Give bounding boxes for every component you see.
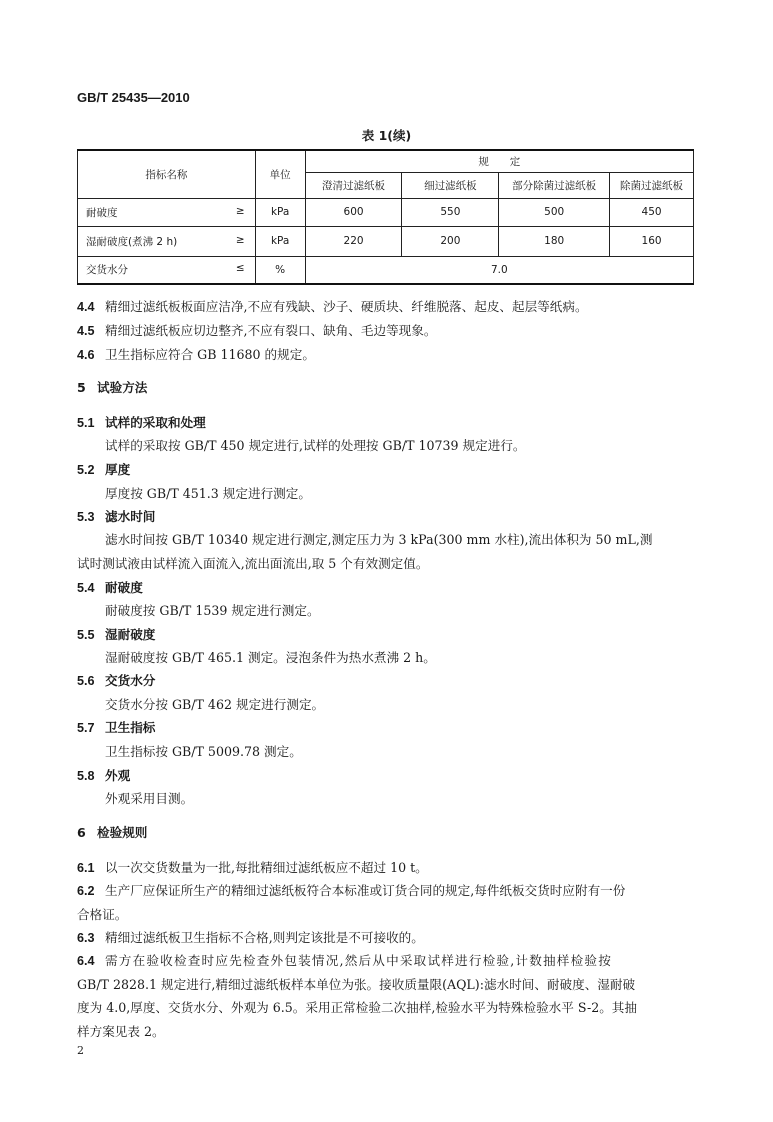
clause-6-2-line1: 6.2 生产厂应保证所生产的精细过滤纸板符合本标准或订货合同的规定,每件纸板交货时应附有一份 [77, 883, 626, 898]
cell-merged-value: 7.0 [305, 256, 693, 284]
cell-value: 450 [610, 198, 694, 226]
clause-5-3-text-line2: 试时测试液由试样流入面流入,流出面流出,取 5 个有效测定值。 [77, 556, 429, 571]
row-relation: ≥ [235, 233, 245, 246]
clause-6-4-line3: 度为 4.0,厚度、交货水分、外观为 6.5。采用正常检验二次抽样,检验水平为特殊检验水平 S-2。其抽 [77, 1000, 637, 1015]
col-group-header: 规 定 [305, 150, 693, 172]
cell-value: 180 [499, 226, 610, 256]
cell-value: 220 [305, 226, 402, 256]
clause-5-4-heading: 5.4 耐破度 [77, 580, 143, 595]
clause-5-4-text: 耐破度按 GB/T 1539 规定进行测定。 [105, 603, 320, 618]
subcol-header: 除菌过滤纸板 [610, 172, 694, 198]
subcol-header: 澄清过滤纸板 [305, 172, 402, 198]
row-relation: ≥ [235, 204, 245, 217]
clause-5-2-text: 厚度按 GB/T 451.3 规定进行测定。 [105, 486, 311, 501]
clause-6-3: 6.3 精细过滤纸板卫生指标不合格,则判定该批是不可接收的。 [77, 930, 424, 945]
table-row [78, 256, 694, 284]
row-name: 湿耐破度(煮沸 2 h) [86, 235, 178, 248]
col-unit-header: 单位 [255, 150, 305, 198]
clause-5-5-text: 湿耐破度按 GB/T 465.1 测定。浸泡条件为热水煮沸 2 h。 [105, 650, 436, 665]
col-name-header: 指标名称 [78, 150, 256, 198]
row-unit: % [255, 256, 305, 284]
cell-value: 160 [610, 226, 694, 256]
section-5-heading: 5 试验方法 [77, 380, 148, 395]
clause-6-1: 6.1 以一次交货数量为一批,每批精细过滤纸板应不超过 10 t。 [77, 860, 428, 875]
clause-4-6: 4.6 卫生指标应符合 GB 11680 的规定。 [77, 347, 315, 362]
clause-5-3-text-line1: 滤水时间按 GB/T 10340 规定进行测定,测定压力为 3 kPa(300 mm 水柱),流出体积为 50 mL,测 [105, 532, 653, 547]
clause-5-2-heading: 5.2 厚度 [77, 462, 131, 477]
row-name: 耐破度 [86, 206, 118, 219]
cell-value: 550 [402, 198, 499, 226]
clause-5-5-heading: 5.5 湿耐破度 [77, 627, 156, 642]
clause-6-4-line2: GB/T 2828.1 规定进行,精细过滤纸板样本单位为张。接收质量限(AQL):滤水时间、耐破度、湿耐破 [77, 977, 636, 992]
cell-value: 200 [402, 226, 499, 256]
clause-5-6-text: 交货水分按 GB/T 462 规定进行测定。 [105, 697, 325, 712]
clause-5-3-heading: 5.3 滤水时间 [77, 509, 156, 524]
standard-code-header: GB/T 25435—2010 [77, 90, 190, 105]
clause-6-2-line2: 合格证。 [77, 907, 128, 922]
clause-5-1-text: 试样的采取按 GB/T 450 规定进行,试样的处理按 GB/T 10739 规定进行。 [105, 438, 526, 453]
clause-5-8-heading: 5.8 外观 [77, 768, 131, 783]
row-relation: ≤ [235, 262, 245, 275]
clause-5-7-text: 卫生指标按 GB/T 5009.78 测定。 [105, 744, 302, 759]
clause-6-4-line1: 6.4 需方在验收检查时应先检查外包装情况,然后从中采取试样进行检验,计数抽样检验按 [77, 953, 612, 968]
page-number: 2 [77, 1044, 84, 1057]
clause-5-6-heading: 5.6 交货水分 [77, 673, 156, 688]
clause-5-7-heading: 5.7 卫生指标 [77, 720, 156, 735]
clause-4-4: 4.4 精细过滤纸板板面应洁净,不应有残缺、沙子、硬质块、纤维脱落、起皮、起层等纸病。 [77, 299, 588, 314]
clause-4-5: 4.5 精细过滤纸板应切边整齐,不应有裂口、缺角、毛边等现象。 [77, 323, 437, 338]
subcol-header: 部分除菌过滤纸板 [499, 172, 610, 198]
table-row [78, 198, 694, 226]
cell-value: 600 [305, 198, 402, 226]
subcol-header: 细过滤纸板 [402, 172, 499, 198]
spec-table [77, 149, 694, 285]
section-6-heading: 6 检验规则 [77, 825, 148, 840]
row-name: 交货水分 [86, 264, 128, 277]
table-caption: 表 1(续) [361, 128, 412, 143]
clause-6-4-line4: 样方案见表 2。 [77, 1024, 165, 1039]
cell-value: 500 [499, 198, 610, 226]
row-unit: kPa [255, 198, 305, 226]
row-unit: kPa [255, 226, 305, 256]
clause-5-8-text: 外观采用目测。 [105, 791, 194, 806]
clause-5-1-heading: 5.1 试样的采取和处理 [77, 415, 206, 430]
table-row [78, 226, 694, 256]
